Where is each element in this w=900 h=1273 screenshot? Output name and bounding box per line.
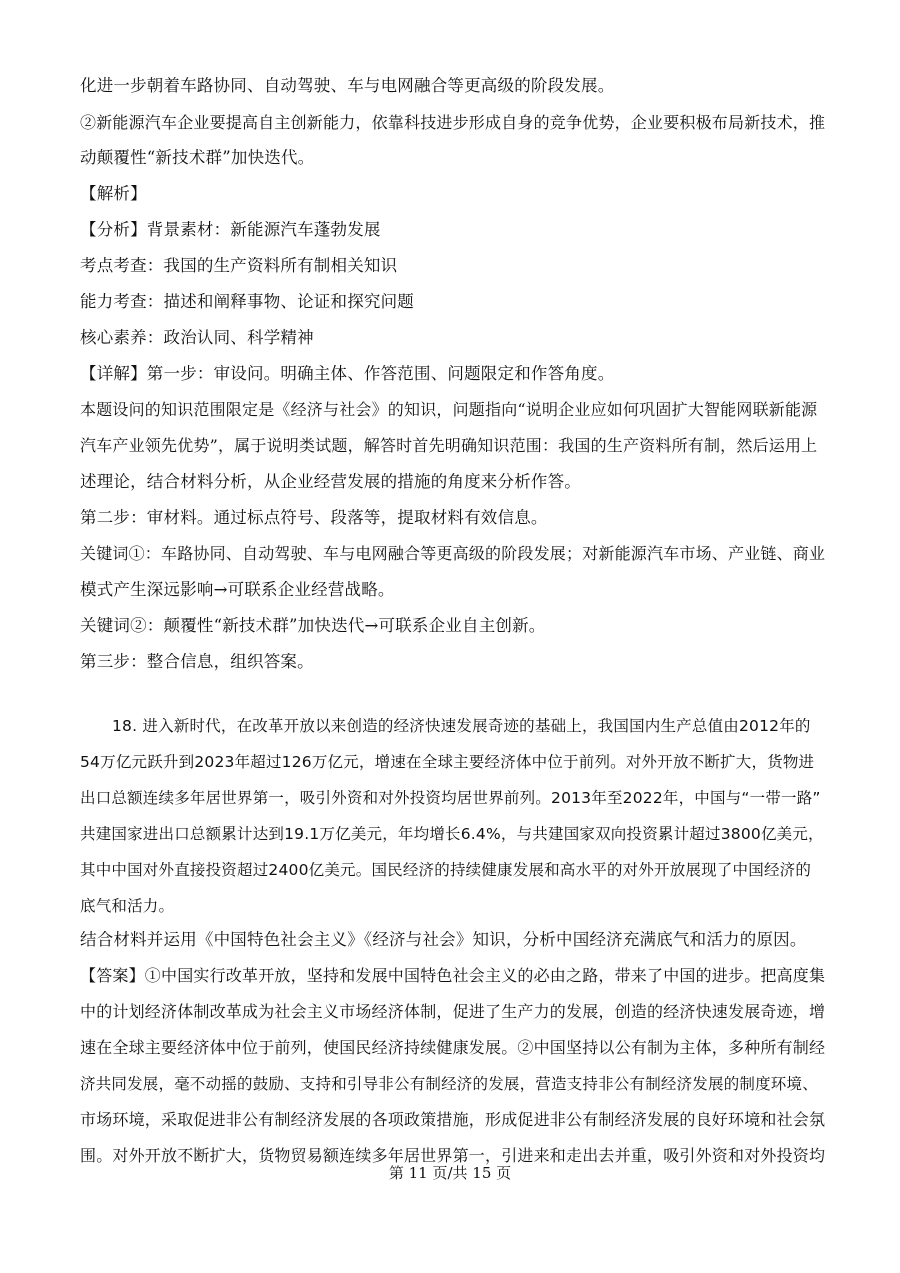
text-line: 化进一步朝着车路协同、自动驾驶、车与电网融合等更高级的阶段发展。 [80, 76, 615, 95]
text-line: 【分析】背景素材：新能源汽车蓬勃发展 [80, 220, 381, 239]
question-18-line: 底气和活力。 [80, 897, 175, 915]
text-line: 考点考查：我国的生产资料所有制相关知识 [80, 256, 398, 275]
question-18-line: 共建国家进出口总额累计达到19.1万亿美元，年均增长6.4%，与共建国家双向投资累计超过3800亿美元， [80, 825, 824, 843]
text-line: 关键词②：颠覆性“新技术群”加快迭代→可联系企业自主创新。 [80, 616, 546, 635]
question-18-line: 其中中国对外直接投资超过2400亿美元。国民经济的持续健康发展和高水平的对外开放展现了中国经济的 [80, 861, 812, 879]
page-number-footer: 第 11 页/共 15 页 [388, 1164, 512, 1182]
text-line: 能力考查：描述和阐释事物、论证和探究问题 [80, 292, 414, 311]
text-line: 模式产生深远影响→可联系企业经营战略。 [80, 580, 395, 599]
text-line: 关键词①：车路协同、自动驾驶、车与电网融合等更高级的阶段发展；对新能源汽车市场、产业链、商业 [80, 544, 826, 563]
question-18-line: 18. 进入新时代，在改革开放以来创造的经济快速发展奇迹的基础上，我国国内生产总值由2012年的 [112, 717, 811, 735]
question-18-line: 出口总额连续多年居世界第一，吸引外资和对外投资均居世界前列。2013年至2022年，中国与“一带一路” [80, 789, 821, 807]
text-line: 第三步：整合信息，组织答案。 [80, 652, 314, 671]
text-line: 第二步：审材料。通过标点符号、段落等，提取材料有效信息。 [80, 508, 548, 527]
answer-line: 【答案】①中国实行改革开放，坚持和发展中国特色社会主义的必由之路，带来了中国的进步。把高度集 [80, 966, 826, 985]
text-line: 【详解】第一步：审设问。明确主体、作答范围、问题限定和作答角度。 [80, 364, 615, 383]
text-line: 动颠覆性“新技术群”加快迭代。 [80, 148, 315, 167]
text-line: 述理论，结合材料分析，从企业经营发展的措施的角度来分析作答。 [80, 472, 581, 491]
text-line: ②新能源汽车企业要提高自主创新能力，依靠科技进步形成自身的竞争优势，企业要积极布局新技术，推 [80, 113, 826, 132]
text-line: 汽车产业领先优势”，属于说明类试题，解答时首先明确知识范围：我国的生产资料所有制，然后运用上 [80, 436, 818, 455]
text-line: 核心素养：政治认同、科学精神 [80, 328, 314, 347]
text-line: 本题设问的知识范围限定是《经济与社会》的知识，问题指向“说明企业应如何巩固扩大智能网联新能源 [80, 400, 818, 419]
question-prompt: 结合材料并运用《中国特色社会主义》《经济与社会》知识，分析中国经济充满底气和活力的原因。 [80, 930, 807, 949]
answer-line: 济共同发展，毫不动摇的鼓励、支持和引导非公有制经济的发展，营造支持非公有制经济发展的制度环境、 [80, 1075, 818, 1093]
answer-line: 速在全球主要经济体中位于前列，使国民经济持续健康发展。②中国坚持以公有制为主体，多种所有制经 [80, 1038, 826, 1057]
answer-line: 围。对外开放不断扩大，货物贸易额连续多年居世界第一，引进来和走出去并重，吸引外资和对外投资均 [80, 1146, 826, 1165]
answer-line: 市场环境，采取促进非公有制经济发展的各项政策措施，形成促进非公有制经济发展的良好环境和社会氛 [80, 1110, 826, 1129]
question-18-line: 54万亿元跃升到2023年超过126万亿元，增速在全球主要经济体中位于前列。对外开放不断扩大，货物进 [80, 753, 815, 771]
answer-line: 中的计划经济体制改革成为社会主义市场经济体制，促进了生产力的发展，创造的经济快速发展奇迹，增 [80, 1002, 826, 1021]
section-label-analysis: 【解析】 [80, 184, 147, 203]
